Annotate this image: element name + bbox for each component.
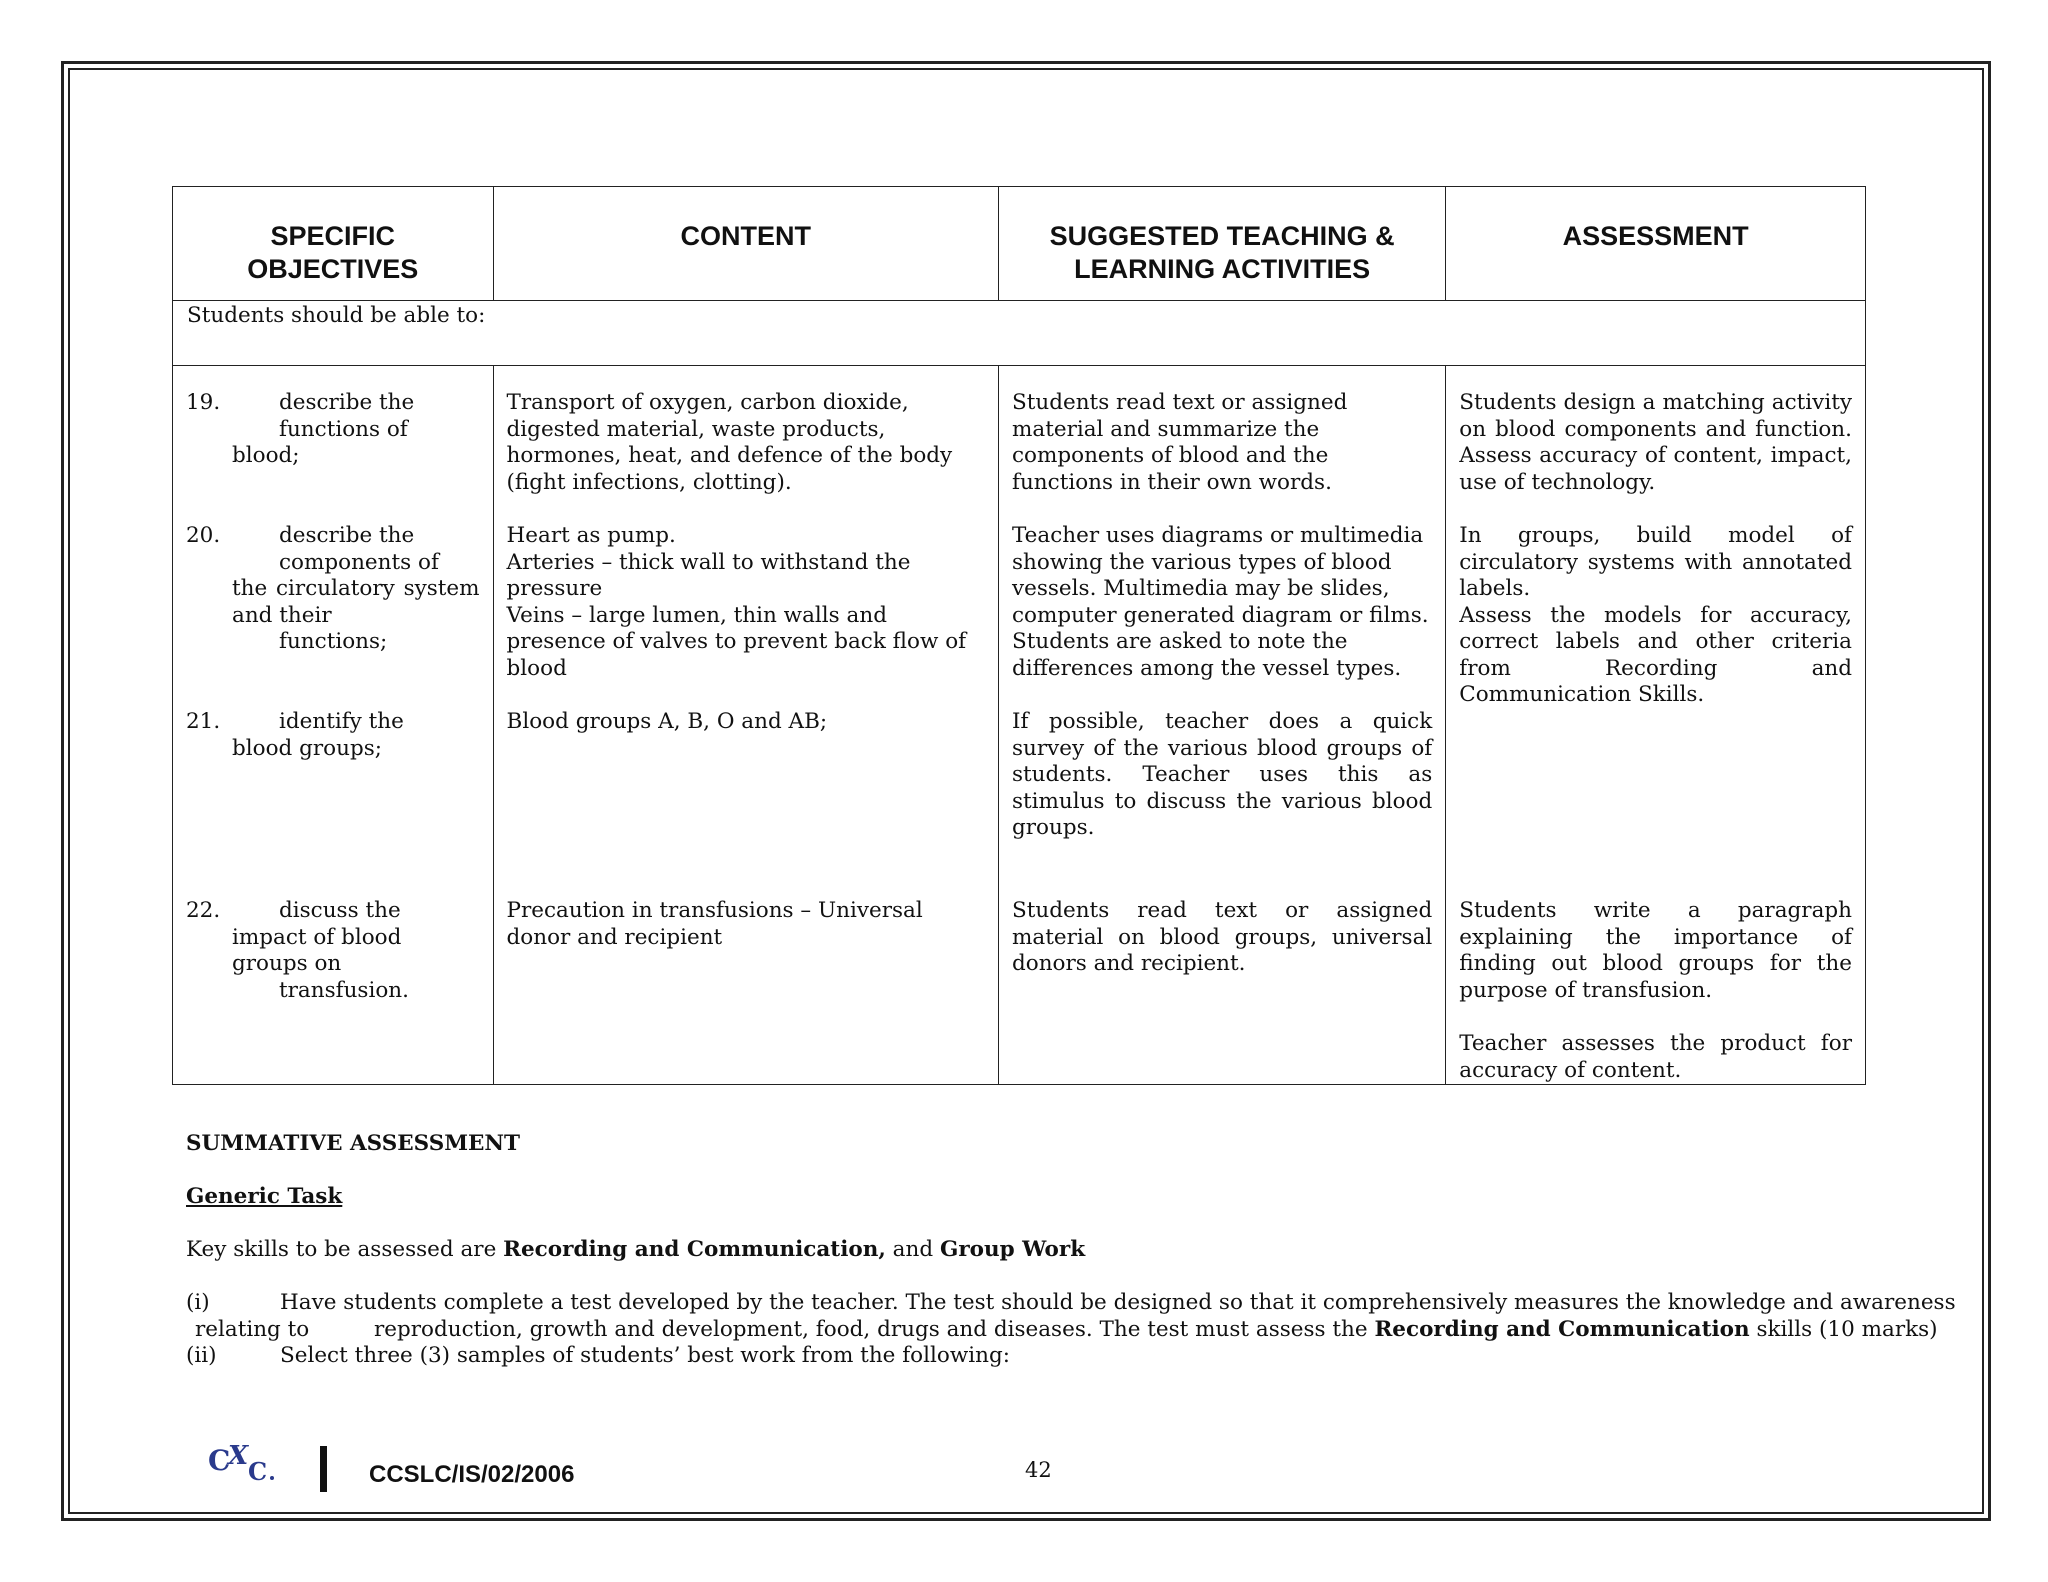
summative-heading: SUMMATIVE ASSESSMENT	[186, 1131, 521, 1156]
header-content: CONTENT	[493, 187, 998, 301]
assessment-19: Students design a matching activity on blood components and function. Assess accuracy of content, impact, use of technology.	[1459, 390, 1852, 495]
table-header-row	[173, 187, 1866, 301]
assessment-20	[1459, 523, 1852, 709]
objective-text: discuss the	[279, 898, 401, 923]
assessment-line: Students write a paragraph explaining the importance of finding out blood groups for the purpose of transfusion.	[1459, 898, 1852, 1003]
key-skills-line	[186, 1237, 1085, 1264]
objective-text: describe the components of	[279, 523, 439, 575]
key-skills-prefix: Key skills to be assessed are	[186, 1237, 504, 1262]
item-i-label: (i)	[186, 1290, 210, 1315]
activities-21: If possible, teacher does a quick survey of the various blood groups of students. Teacher uses this as stimulus to discuss the various blood groups.	[1012, 709, 1433, 840]
objective-22	[186, 898, 480, 1004]
intro-text: Students should be able to:	[173, 301, 1866, 366]
document-code: CCSLC/IS/02/2006	[369, 1461, 575, 1488]
item-i-marks: skills (10 marks)	[1749, 1316, 1938, 1342]
assessment-line: In groups, build model of circulatory systems with annotated labels.	[1459, 523, 1852, 601]
content-line: Arteries – thick wall to withstand the pressure	[506, 549, 911, 601]
objective-text-last: transfusion.	[279, 977, 409, 1003]
objective-number: 22.	[186, 898, 221, 923]
activities-20: Teacher uses diagrams or multimedia showing the various types of blood vessels. Multimedia may be slides, computer generated diagram or films. Students are asked to note the differences among the vessel types.	[1012, 523, 1429, 681]
objectives-cell	[173, 366, 494, 1085]
generic-task-heading: Generic Task	[186, 1184, 343, 1209]
content-22: Precaution in transfusions – Universal donor and recipient	[506, 898, 923, 950]
item-i-text: Have students complete a test developed by the teacher. The test should be designed so that it comprehensively measures the knowledge and awareness	[280, 1290, 1956, 1315]
page-number: 42	[1025, 1458, 1052, 1482]
assessment-cell	[1446, 366, 1866, 1085]
item-i-text-2b: reproduction, growth and development, food, drugs and diseases. The test must assess the	[374, 1316, 1375, 1342]
objective-20	[186, 523, 480, 709]
item-i-text-cont	[374, 1317, 1938, 1344]
objective-number: 19.	[186, 390, 221, 415]
activities-cell	[999, 366, 1446, 1085]
svg-text:C: C	[208, 1444, 231, 1477]
assessment-line: Assess the models for accuracy, correct labels and other criteria from Recording and Communication Skills.	[1459, 602, 1852, 707]
header-teaching-activities: SUGGESTED TEACHING & LEARNING ACTIVITIES	[999, 187, 1446, 301]
assessment-22	[1459, 898, 1852, 1084]
item-i-recording: Recording and Communication	[1374, 1316, 1750, 1342]
table-intro-row	[173, 301, 1866, 366]
content-21: Blood groups A, B, O and AB;	[506, 709, 828, 734]
objective-text-cont: blood;	[232, 443, 300, 468]
item-ii-label: (ii)	[186, 1343, 217, 1368]
content-line: Heart as pump.	[506, 523, 676, 548]
content-20	[507, 523, 985, 709]
header-assessment: ASSESSMENT	[1446, 187, 1866, 301]
assessment-line: Teacher assesses the product for accuracy of content.	[1459, 1031, 1852, 1083]
objective-21	[186, 709, 480, 898]
objective-text-cont: impact of blood groups on	[232, 924, 402, 976]
svg-text:C: C	[248, 1457, 268, 1486]
content-line: Veins – large lumen, thin walls and presence of valves to prevent back flow of blood	[506, 602, 967, 681]
objective-text-cont: blood groups;	[232, 735, 382, 761]
objective-19	[186, 390, 480, 523]
content-cell	[493, 366, 998, 1085]
objective-text: identify the	[279, 709, 404, 734]
item-i-relating: relating to	[195, 1316, 310, 1342]
curriculum-table	[172, 186, 1866, 1085]
item-i	[186, 1290, 1956, 1370]
objective-number: 21.	[186, 709, 221, 734]
objective-text: describe the functions of	[279, 390, 415, 442]
objective-text-cont: the circulatory system and their	[232, 576, 480, 628]
objective-number: 20.	[186, 523, 221, 548]
activities-19: Students read text or assigned material and summarize the components of blood and the functions in their own words.	[1012, 390, 1348, 495]
footer-divider	[320, 1446, 327, 1492]
key-skills-group-work: Group Work	[939, 1237, 1086, 1262]
assessment-21	[1459, 709, 1852, 898]
objective-text-last: functions;	[279, 629, 388, 654]
item-ii-text: Select three (3) samples of students’ best work from the following:	[280, 1343, 1010, 1368]
cxc-logo-icon	[208, 1442, 280, 1488]
key-skills-and: and	[885, 1237, 940, 1262]
svg-text:X: X	[228, 1442, 249, 1471]
key-skills-recording: Recording and Communication,	[503, 1237, 886, 1262]
content-19: Transport of oxygen, carbon dioxide, digested material, waste products, hormones, heat, and defence of the body (fight infections, clotting).	[506, 390, 953, 495]
header-specific-objectives: SPECIFIC OBJECTIVES	[173, 187, 494, 301]
table-row	[173, 366, 1866, 1085]
activities-22: Students read text or assigned material on blood groups, universal donors and recipient.	[1012, 898, 1433, 976]
